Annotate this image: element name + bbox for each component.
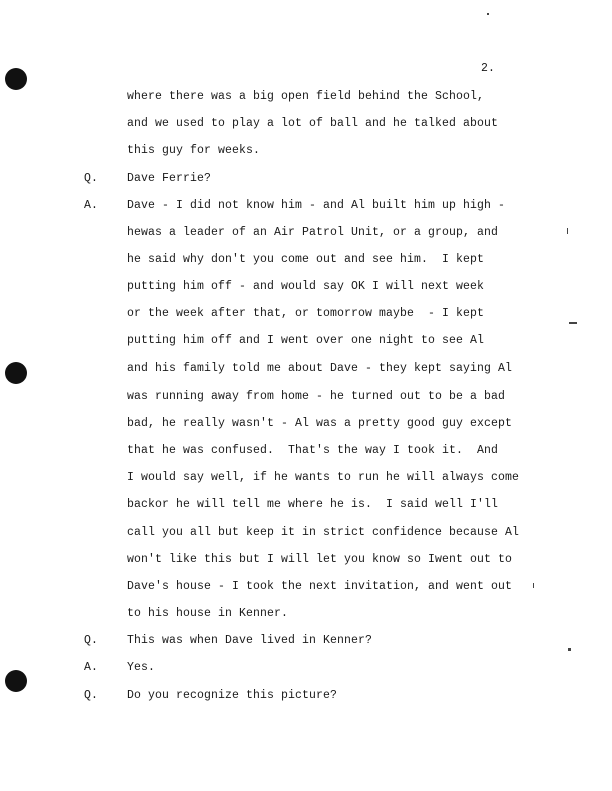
transcript-line: this guy for weeks.: [127, 144, 261, 157]
scan-speck: [568, 648, 571, 651]
transcript-line: Yes.: [127, 661, 156, 674]
transcript-line: Do you recognize this picture?: [127, 689, 338, 702]
transcript-line: that he was confused. That's the way I took it. And: [127, 444, 499, 457]
transcript-line: bad, he really wasn't - Al was a pretty good guy except: [127, 417, 513, 430]
speaker-label-q: Q.: [84, 172, 99, 185]
speaker-label-a: A.: [84, 661, 99, 674]
transcript-line: Dave - I did not know him - and Al built him up high -: [127, 199, 506, 212]
transcript-line: putting him off and I went over one night to see Al: [127, 334, 485, 347]
transcript-line: hewas a leader of an Air Patrol Unit, or a group, and: [127, 226, 499, 239]
binder-hole-top: [5, 68, 27, 90]
page-number: 2.: [481, 62, 496, 75]
transcript-line: was running away from home - he turned out to be a bad: [127, 390, 506, 403]
transcript-line: and we used to play a lot of ball and he talked about: [127, 117, 499, 130]
transcript-line: or the week after that, or tomorrow maybe - I kept: [127, 307, 485, 320]
transcript-line: This was when Dave lived in Kenner?: [127, 634, 373, 647]
transcript-line: backor he will tell me where he is. I said well I'll: [127, 498, 499, 511]
transcript-line: Dave's house - I took the next invitation, and went out: [127, 580, 513, 593]
binder-hole-bottom: [5, 670, 27, 692]
transcript-line: putting him off - and would say OK I will next week: [127, 280, 485, 293]
transcript-line: to his house in Kenner.: [127, 607, 289, 620]
transcript-line: and his family told me about Dave - they kept saying Al: [127, 362, 513, 375]
transcript-line: Dave Ferrie?: [127, 172, 212, 185]
scan-speck: [567, 228, 568, 234]
binder-hole-middle: [5, 362, 27, 384]
scan-speck: [569, 322, 577, 324]
transcript-line: I would say well, if he wants to run he will always come: [127, 471, 520, 484]
scan-speck: [487, 13, 489, 15]
transcript-line: won't like this but I will let you know so Iwent out to: [127, 553, 513, 566]
speaker-label-q: Q.: [84, 634, 99, 647]
scan-speck: [533, 583, 534, 588]
speaker-label-q: Q.: [84, 689, 99, 702]
transcript-line: call you all but keep it in strict confidence because Al: [127, 526, 520, 539]
transcript-line: where there was a big open field behind the School,: [127, 90, 485, 103]
speaker-label-a: A.: [84, 199, 99, 212]
transcript-line: he said why don't you come out and see him. I kept: [127, 253, 485, 266]
